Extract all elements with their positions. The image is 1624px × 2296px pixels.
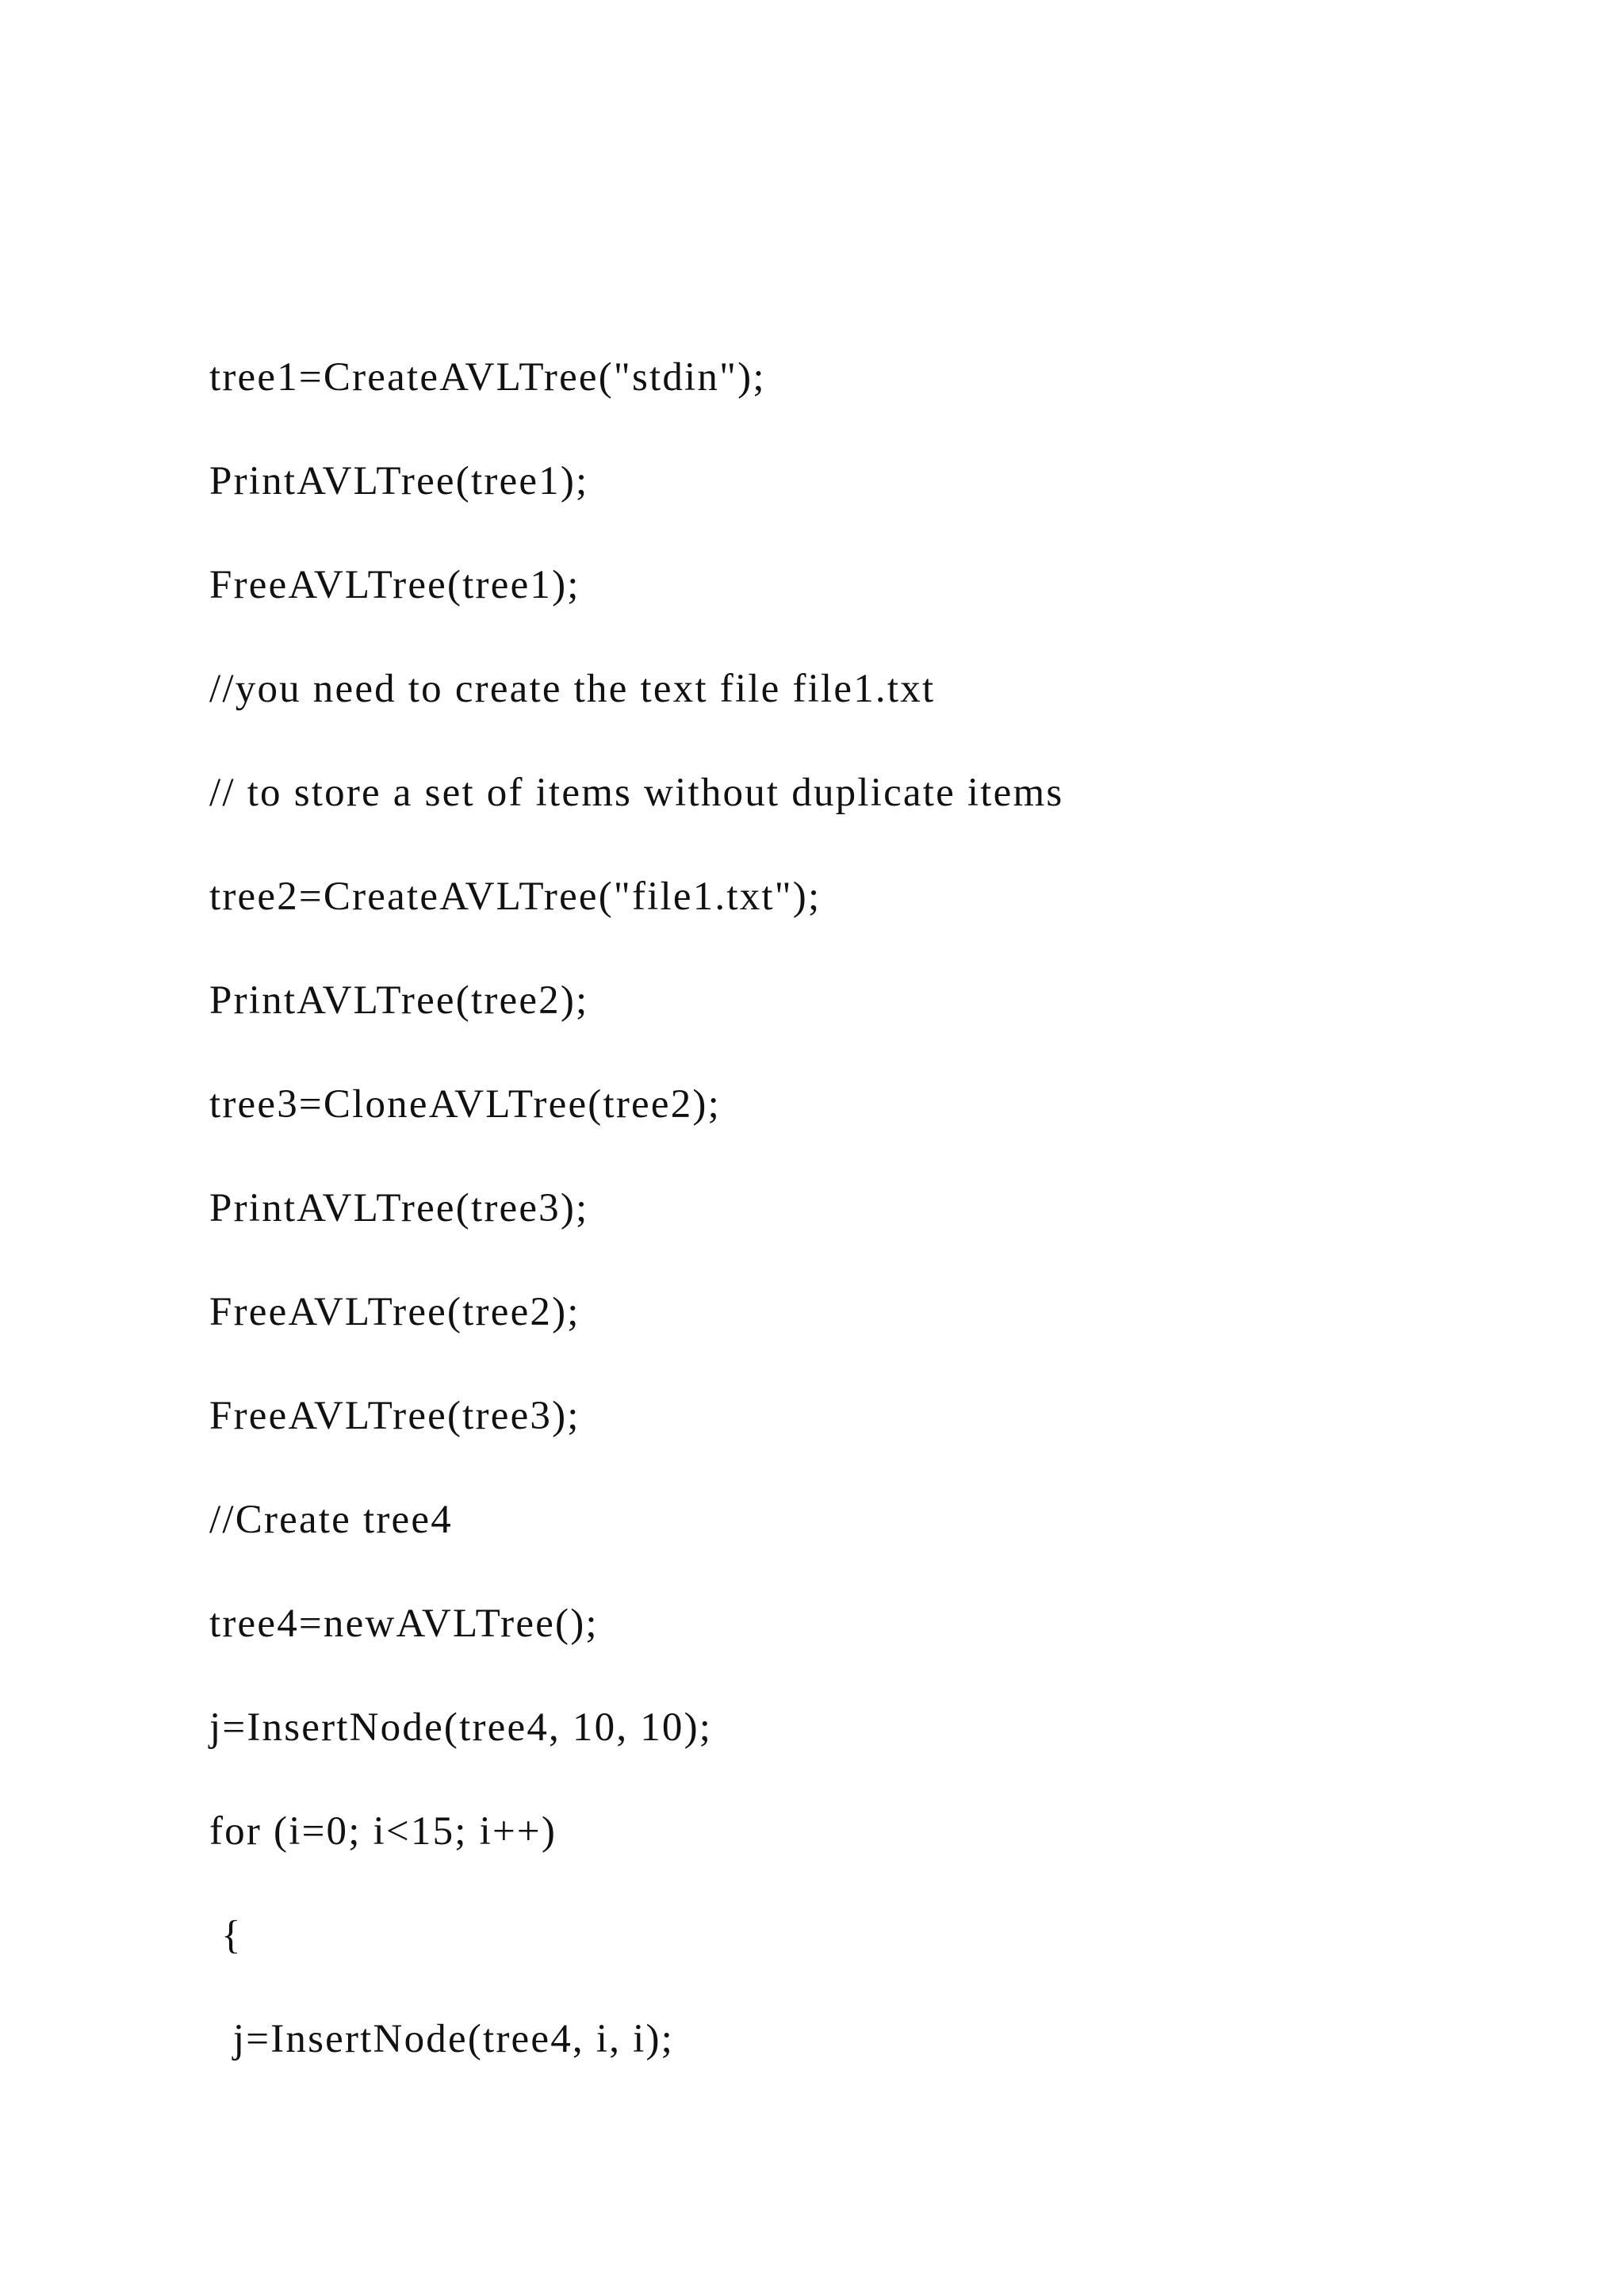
code-line-14: j=InsertNode(tree4, 10, 10); [209,1705,713,1750]
code-line-15: for (i=0; i<15; i++) [209,1809,557,1854]
code-line-7: PrintAVLTree(tree2); [209,978,589,1023]
code-line-16: { [209,1913,243,1957]
code-line-4: //you need to create the text file file1.txt [209,667,936,711]
code-line-8: tree3=CloneAVLTree(tree2); [209,1082,721,1127]
code-line-2: PrintAVLTree(tree1); [209,459,589,503]
code-listing [209,349,1063,2114]
code-line-13: tree4=newAVLTree(); [209,1601,599,1646]
code-line-17: j=InsertNode(tree4, i, i); [209,2017,675,2061]
code-line-9: PrintAVLTree(tree3); [209,1186,589,1230]
code-line-12: //Create tree4 [209,1498,453,1542]
code-line-5: // to store a set of items without duplicate items [209,771,1064,815]
code-line-3: FreeAVLTree(tree1); [209,563,580,607]
code-line-11: FreeAVLTree(tree3); [209,1394,580,1438]
code-line-1: tree1=CreateAVLTree("stdin"); [209,355,766,400]
code-line-10: FreeAVLTree(tree2); [209,1290,580,1334]
code-line-6: tree2=CreateAVLTree("file1.txt"); [209,874,822,919]
